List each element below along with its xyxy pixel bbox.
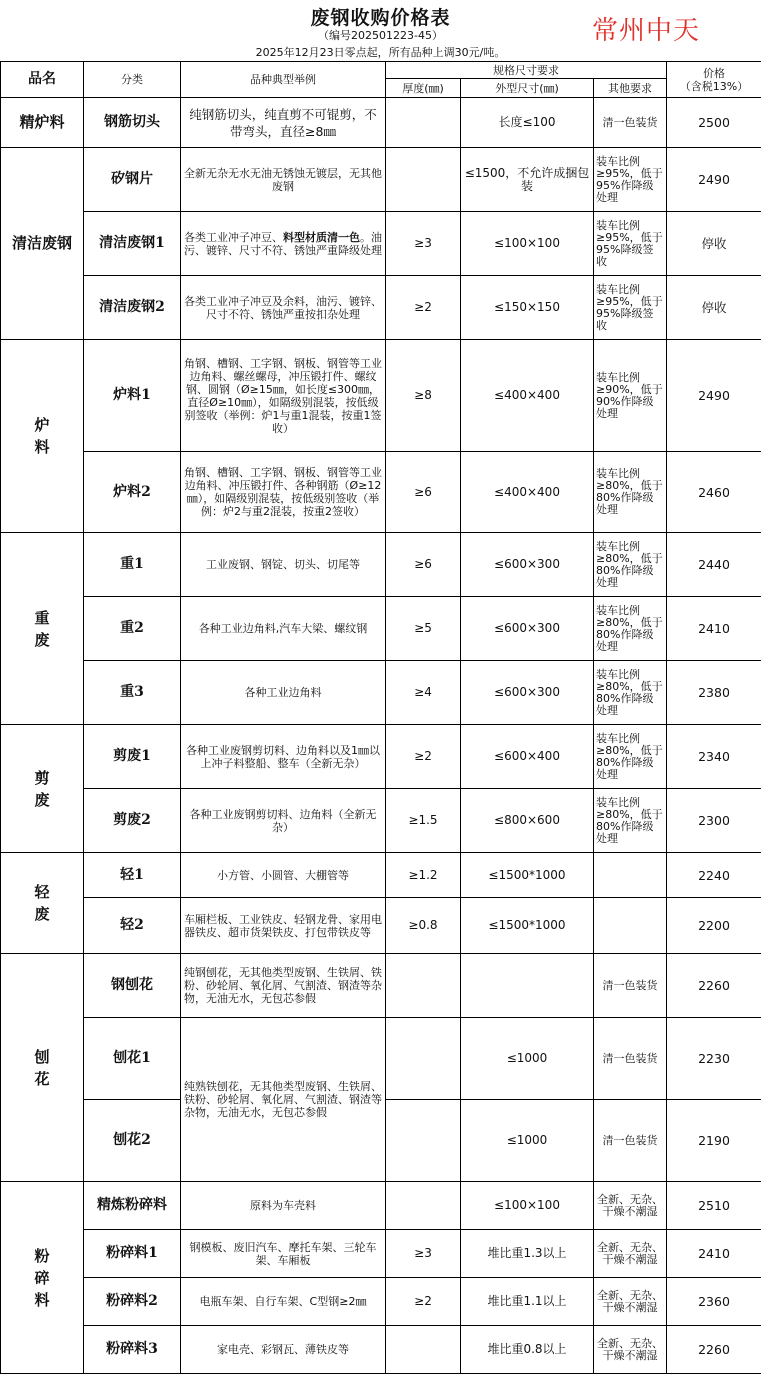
examples-cell: 纯熟铁刨花，无其他类型废钢、生铁屑、铁粉、砂轮屑、氧化屑、气割渣、钢渣等杂物，无油无水，无包芯参假 — [181, 1018, 386, 1182]
group-name: 精炉料 — [1, 98, 84, 148]
thickness-cell: ≥2 — [386, 725, 461, 789]
table-row — [1, 1182, 761, 1230]
size-cell: ≤150×150 — [461, 276, 594, 340]
other-cell: 装车比例≥80%，低于80%作降级处理 — [594, 597, 667, 661]
category-cell: 剪废1 — [84, 725, 181, 789]
category-cell: 重2 — [84, 597, 181, 661]
other-cell: 清一色装货 — [594, 1018, 667, 1100]
size-cell: 堆比重1.1以上 — [461, 1278, 594, 1326]
table-row — [1, 1326, 761, 1374]
table-row — [1, 212, 761, 276]
size-cell: ≤1500*1000 — [461, 898, 594, 954]
thickness-cell: ≥6 — [386, 533, 461, 597]
header-size: 外型尺寸(㎜) — [461, 79, 594, 98]
examples-cell: 纯钢刨花，无其他类型废钢、生铁屑、铁粉、砂轮屑、氧化屑、气割渣、钢渣等杂物，无油无水，无包芯参假 — [181, 954, 386, 1018]
category-cell: 轻2 — [84, 898, 181, 954]
table-row — [1, 1018, 761, 1100]
table-row — [1, 725, 761, 789]
price-cell: 2300 — [667, 789, 761, 853]
price-cell: 2490 — [667, 148, 761, 212]
group-name-text: 重废 — [33, 607, 51, 651]
header-name: 品名 — [1, 62, 84, 98]
category-cell: 精炼粉碎料 — [84, 1182, 181, 1230]
other-cell: 装车比例≥90%，低于90%作降级处理 — [594, 340, 667, 452]
other-cell: 全新、无杂、干燥不潮湿 — [594, 1326, 667, 1374]
table-row — [1, 340, 761, 452]
table-row — [1, 1278, 761, 1326]
category-cell: 粉碎料2 — [84, 1278, 181, 1326]
table-row — [1, 661, 761, 725]
category-cell: 刨花1 — [84, 1018, 181, 1100]
examples-cell: 角钢、槽钢、工字钢、钢板、钢管等工业边角料、冲压锻打件、各种钢筋（Ø≥12㎜），如隔级别混装，按低级别签收（举例：炉2与重2混装，按重2签收） — [181, 452, 386, 533]
header-category: 分类 — [84, 62, 181, 98]
thickness-cell: ≥2 — [386, 1278, 461, 1326]
size-cell: ≤600×300 — [461, 533, 594, 597]
size-cell: ≤1000 — [461, 1018, 594, 1100]
group-name — [1, 725, 84, 853]
group-name — [1, 533, 84, 725]
price-cell: 2200 — [667, 898, 761, 954]
examples-cell: 角钢、槽钢、工字钢、钢板、钢管等工业边角料、螺丝螺母，冲压锻打件、螺纹钢、圆钢（Ø≥15㎜，如长度≤300㎜，直径Ø≥10㎜），如隔级别混装，按低级别签收（举例：炉1与重1混装，按重1签收） — [181, 340, 386, 452]
price-cell: 2240 — [667, 853, 761, 898]
examples-cell: 全新无杂无水无油无锈蚀无镀层，无其他废钢 — [181, 148, 386, 212]
examples-cell: 电瓶车架、自行车架、C型钢≥2㎜ — [181, 1278, 386, 1326]
category-cell: 轻1 — [84, 853, 181, 898]
category-cell: 粉碎料1 — [84, 1230, 181, 1278]
examples-bold-part: 料型材质清一色 — [283, 231, 360, 244]
price-cell: 2360 — [667, 1278, 761, 1326]
price-cell: 2510 — [667, 1182, 761, 1230]
category-cell: 钢筋切头 — [84, 98, 181, 148]
examples-cell: 各种工业边角料,汽车大梁、螺纹钢 — [181, 597, 386, 661]
size-cell: 长度≤100 — [461, 98, 594, 148]
header-price-line1: 价格 — [670, 67, 758, 80]
group-name — [1, 954, 84, 1182]
other-cell: 装车比例≥80%，低于80%作降级处理 — [594, 452, 667, 533]
thickness-cell: ≥8 — [386, 340, 461, 452]
thickness-cell — [386, 1018, 461, 1100]
table-row — [1, 533, 761, 597]
category-cell: 清洁废钢2 — [84, 276, 181, 340]
thickness-cell — [386, 148, 461, 212]
examples-cell: 小方管、小圆管、大棚管等 — [181, 853, 386, 898]
table-row — [1, 1230, 761, 1278]
thickness-cell — [386, 1182, 461, 1230]
examples-cell: 家电壳、彩钢瓦、薄铁皮等 — [181, 1326, 386, 1374]
category-cell: 炉料2 — [84, 452, 181, 533]
header-other: 其他要求 — [594, 79, 667, 98]
document-code: （编号202501223-45） — [0, 27, 761, 43]
table-row — [1, 452, 761, 533]
price-cell: 2490 — [667, 340, 761, 452]
thickness-cell: ≥0.8 — [386, 898, 461, 954]
price-cell: 2260 — [667, 1326, 761, 1374]
group-name-text: 炉料 — [33, 414, 51, 458]
examples-cell: 车厢栏板、工业铁皮、轻钢龙骨、家用电器铁皮、超市货架铁皮、打包带铁皮等 — [181, 898, 386, 954]
group-name: 清洁废钢 — [1, 148, 84, 340]
table-row — [1, 98, 761, 148]
group-name-text: 刨花 — [33, 1046, 51, 1090]
header-thickness: 厚度(㎜) — [386, 79, 461, 98]
table-row — [1, 954, 761, 1018]
size-cell: 堆比重0.8以上 — [461, 1326, 594, 1374]
size-cell: ≤100×100 — [461, 1182, 594, 1230]
thickness-cell — [386, 1100, 461, 1182]
other-cell: 装车比例≥80%，低于80%作降级处理 — [594, 533, 667, 597]
price-cell: 停收 — [667, 212, 761, 276]
category-cell: 重3 — [84, 661, 181, 725]
thickness-cell: ≥2 — [386, 276, 461, 340]
examples-cell: 各种工业废钢剪切料、边角料（全新无杂） — [181, 789, 386, 853]
size-cell — [461, 954, 594, 1018]
group-name-text: 粉碎料 — [33, 1245, 51, 1311]
other-cell: 全新、无杂、干燥不潮湿 — [594, 1230, 667, 1278]
group-name — [1, 1182, 84, 1374]
price-cell: 2260 — [667, 954, 761, 1018]
table-row — [1, 597, 761, 661]
size-cell: ≤400×400 — [461, 452, 594, 533]
thickness-cell: ≥1.5 — [386, 789, 461, 853]
price-cell: 2340 — [667, 725, 761, 789]
group-name — [1, 340, 84, 533]
examples-cell — [181, 212, 386, 276]
category-cell: 刨花2 — [84, 1100, 181, 1182]
other-cell: 装车比例≥80%，低于80%作降级处理 — [594, 725, 667, 789]
thickness-cell: ≥4 — [386, 661, 461, 725]
thickness-cell: ≥3 — [386, 1230, 461, 1278]
other-cell: 清一色装货 — [594, 1100, 667, 1182]
header-examples: 品种典型举例 — [181, 62, 386, 98]
size-cell: ≤1000 — [461, 1100, 594, 1182]
thickness-cell: ≥3 — [386, 212, 461, 276]
size-cell: ≤800×600 — [461, 789, 594, 853]
category-cell: 钢刨花 — [84, 954, 181, 1018]
other-cell: 装车比例≥95%，低于95%作降级处理 — [594, 148, 667, 212]
size-cell: ≤1500，不允许成捆包装 — [461, 148, 594, 212]
table-row — [1, 853, 761, 898]
price-cell: 2500 — [667, 98, 761, 148]
group-name-text: 剪废 — [33, 767, 51, 811]
price-cell: 2380 — [667, 661, 761, 725]
examples-cell: 各种工业边角料 — [181, 661, 386, 725]
other-cell: 清一色装货 — [594, 954, 667, 1018]
examples-cell: 原料为车壳料 — [181, 1182, 386, 1230]
examples-cell: 纯钢筋切头，纯直剪不可锟剪，不带弯头，直径≥8㎜ — [181, 98, 386, 148]
examples-part-a: 各类工业冲子冲豆、 — [184, 231, 283, 244]
category-cell: 剪废2 — [84, 789, 181, 853]
table-row — [1, 789, 761, 853]
category-cell: 粉碎料3 — [84, 1326, 181, 1374]
thickness-cell — [386, 98, 461, 148]
table-row — [1, 898, 761, 954]
price-cell: 2460 — [667, 452, 761, 533]
page-title: 废钢收购价格表 — [0, 3, 761, 30]
other-cell — [594, 853, 667, 898]
thickness-cell — [386, 954, 461, 1018]
examples-cell: 各种工业废钢剪切料、边角料以及1㎜以上冲子料整船、整车（全新无杂） — [181, 725, 386, 789]
price-cell: 2230 — [667, 1018, 761, 1100]
price-cell: 2410 — [667, 1230, 761, 1278]
size-cell: ≤400×400 — [461, 340, 594, 452]
group-name-text: 轻废 — [33, 881, 51, 925]
thickness-cell: ≥1.2 — [386, 853, 461, 898]
examples-cell: 工业废钢、钢锭、切头、切尾等 — [181, 533, 386, 597]
table-row — [1, 276, 761, 340]
category-cell: 炉料1 — [84, 340, 181, 452]
price-cell: 2440 — [667, 533, 761, 597]
category-cell: 重1 — [84, 533, 181, 597]
examples-part-b: 。油污、镀锌、尺寸不符、锈蚀严重降级处理 — [184, 231, 382, 257]
size-cell: ≤100×100 — [461, 212, 594, 276]
price-notice: 2025年12月23日零点起，所有品种上调30元/吨。 — [0, 44, 761, 60]
other-cell: 装车比例≥80%，低于80%作降级处理 — [594, 789, 667, 853]
other-cell: 装车比例≥95%，低于95%降级签收 — [594, 276, 667, 340]
header-price — [667, 62, 761, 98]
thickness-cell: ≥6 — [386, 452, 461, 533]
price-cell: 停收 — [667, 276, 761, 340]
header-price-line2: （含税13%） — [670, 80, 758, 93]
size-cell: ≤1500*1000 — [461, 853, 594, 898]
category-cell: 矽钢片 — [84, 148, 181, 212]
size-cell: ≤600×400 — [461, 725, 594, 789]
thickness-cell: ≥5 — [386, 597, 461, 661]
other-cell: 全新、无杂、干燥不潮湿 — [594, 1278, 667, 1326]
other-cell: 清一色装货 — [594, 98, 667, 148]
group-name — [1, 853, 84, 954]
other-cell: 全新、无杂、干燥不潮湿 — [594, 1182, 667, 1230]
thickness-cell — [386, 1326, 461, 1374]
size-cell: 堆比重1.3以上 — [461, 1230, 594, 1278]
examples-cell: 钢模板、废旧汽车、摩托车架、三轮车架、车厢板 — [181, 1230, 386, 1278]
price-table — [0, 61, 761, 1374]
size-cell: ≤600×300 — [461, 661, 594, 725]
other-cell — [594, 898, 667, 954]
other-cell: 装车比例≥95%，低于95%降级签收 — [594, 212, 667, 276]
size-cell: ≤600×300 — [461, 597, 594, 661]
company-stamp: 常州中天 — [592, 10, 700, 47]
table-row — [1, 148, 761, 212]
price-cell: 2190 — [667, 1100, 761, 1182]
header-spec: 规格尺寸要求 — [386, 62, 667, 79]
category-cell: 清洁废钢1 — [84, 212, 181, 276]
price-cell: 2410 — [667, 597, 761, 661]
other-cell: 装车比例≥80%，低于80%作降级处理 — [594, 661, 667, 725]
examples-cell: 各类工业冲子冲豆及余料，油污、镀锌、尺寸不符、锈蚀严重按扣杂处理 — [181, 276, 386, 340]
